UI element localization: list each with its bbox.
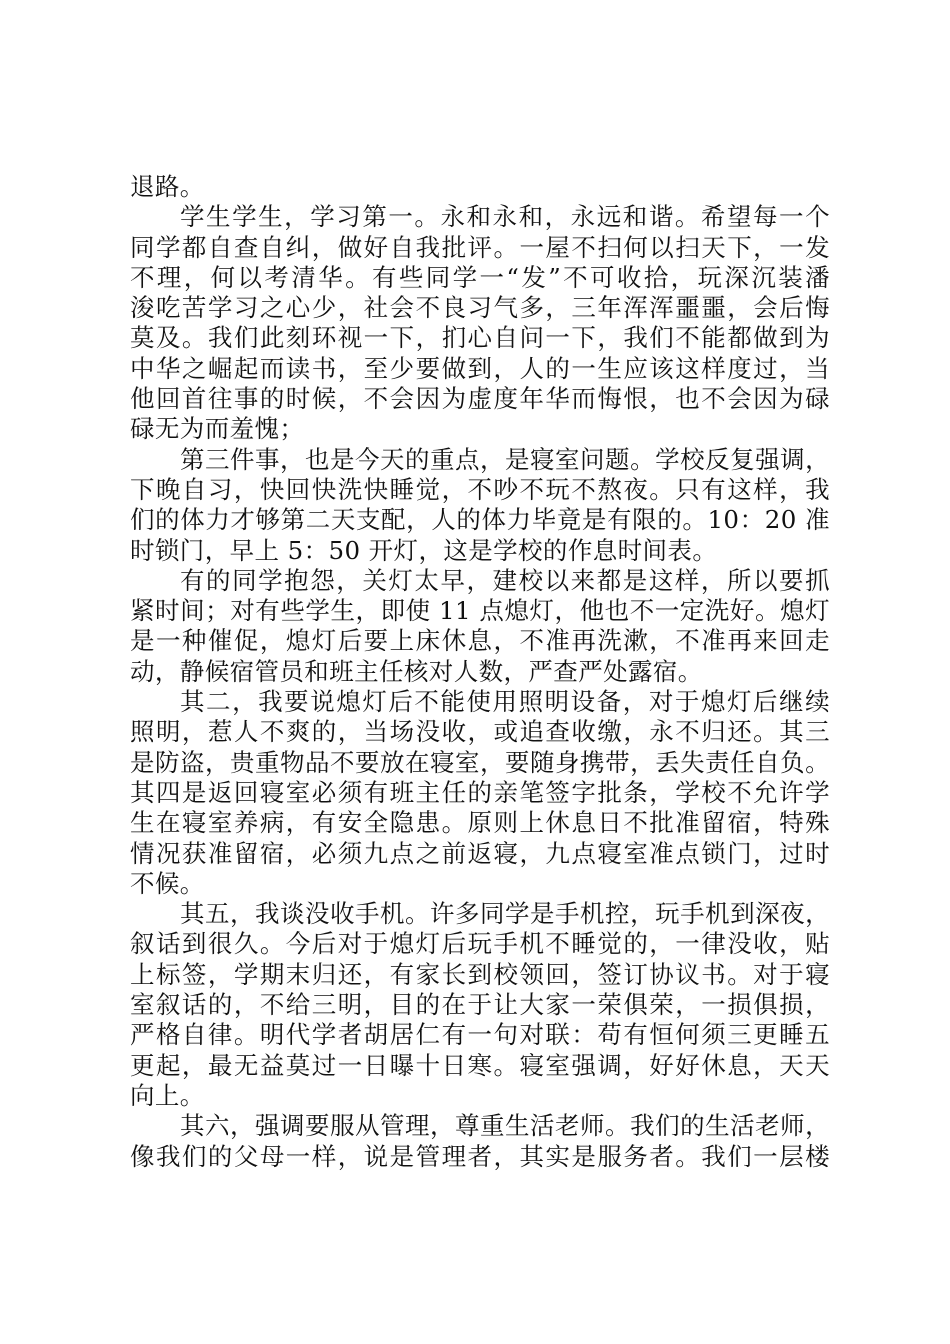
text-line: 学生学生，学习第一。永和永和，永远和谐。希望每一个 [180,202,830,232]
text-line: 第三件事，也是今天的重点，是寝室问题。学校反复强调， [180,444,830,474]
document-body-text [130,172,830,1172]
text-line: 室叙话的，不给三明，目的在于让大家一荣俱荣，一损俱损， [130,990,830,1020]
text-line: 下晚自习，快回快洗快睡觉，不吵不玩不熬夜。只有这样，我 [130,474,830,504]
text-line: 莫及。我们此刻环视一下，扪心自问一下，我们不能都做到为 [130,323,830,353]
text-line: 上标签，学期末归还，有家长到校领回，签订协议书。对于寝 [130,959,830,989]
text-line: 向上。 [130,1080,205,1110]
text-line: 严格自律。明代学者胡居仁有一句对联：苟有恒何须三更睡五 [130,1020,830,1050]
text-line: 是防盗，贵重物品不要放在寝室，要随身携带，丢失责任自负。 [130,747,830,777]
text-line: 叙话到很久。今后对于熄灯后玩手机不睡觉的，一律没收，贴 [130,929,830,959]
text-line: 同学都自查自纠，做好自我批评。一屋不扫何以扫天下，一发 [130,232,830,262]
text-line: 中华之崛起而读书，至少要做到，人的一生应该这样度过，当 [130,353,830,383]
text-line: 紧时间；对有些学生，即使 11 点熄灯，他也不一定洗好。熄灯 [130,596,830,626]
text-line: 其六，强调要服从管理，尊重生活老师。我们的生活老师， [180,1111,830,1141]
text-line: 们的体力才够第二天支配，人的体力毕竟是有限的。10：20 准 [130,505,830,535]
text-line: 碌无为而羞愧； [130,414,305,444]
text-line: 他回首往事的时候，不会因为虚度年华而悔恨，也不会因为碌 [130,384,830,414]
text-line: 不候。 [130,868,205,898]
text-line: 时锁门，早上 5：50 开灯，这是学校的作息时间表。 [130,535,718,565]
text-line: 更起，最无益莫过一日曝十日寒。寝室强调，好好休息，天天 [130,1050,830,1080]
text-line: 是一种催促，熄灯后要上床休息，不准再洗漱，不准再来回走 [130,626,830,656]
text-line: 照明，惹人不爽的，当场没收，或追查收缴，永不归还。其三 [130,717,830,747]
text-line: 其五，我谈没收手机。许多同学是手机控，玩手机到深夜， [180,899,830,929]
text-line: 其四是返回寝室必须有班主任的亲笔签字批条，学校不允许学 [130,777,830,807]
text-line: 浚吃苦学习之心少，社会不良习气多，三年浑浑噩噩，会后悔 [130,293,830,323]
text-line: 生在寝室养病，有安全隐患。原则上休息日不批准留宿，特殊 [130,808,830,838]
text-line: 不理，何以考清华。有些同学一“发”不可收拾，玩深沉装潘 [130,262,830,292]
text-line: 像我们的父母一样，说是管理者，其实是服务者。我们一层楼 [130,1141,830,1171]
text-line: 有的同学抱怨，关灯太早，建校以来都是这样，所以要抓 [180,565,830,595]
text-line: 退路。 [130,172,205,201]
text-line: 动，静候宿管员和班主任核对人数，严查严处露宿。 [130,656,703,686]
text-line: 情况获准留宿，必须九点之前返寝，九点寝室准点锁门，过时 [130,838,830,868]
text-line: 其二，我要说熄灯后不能使用照明设备，对于熄灯后继续 [180,687,830,717]
